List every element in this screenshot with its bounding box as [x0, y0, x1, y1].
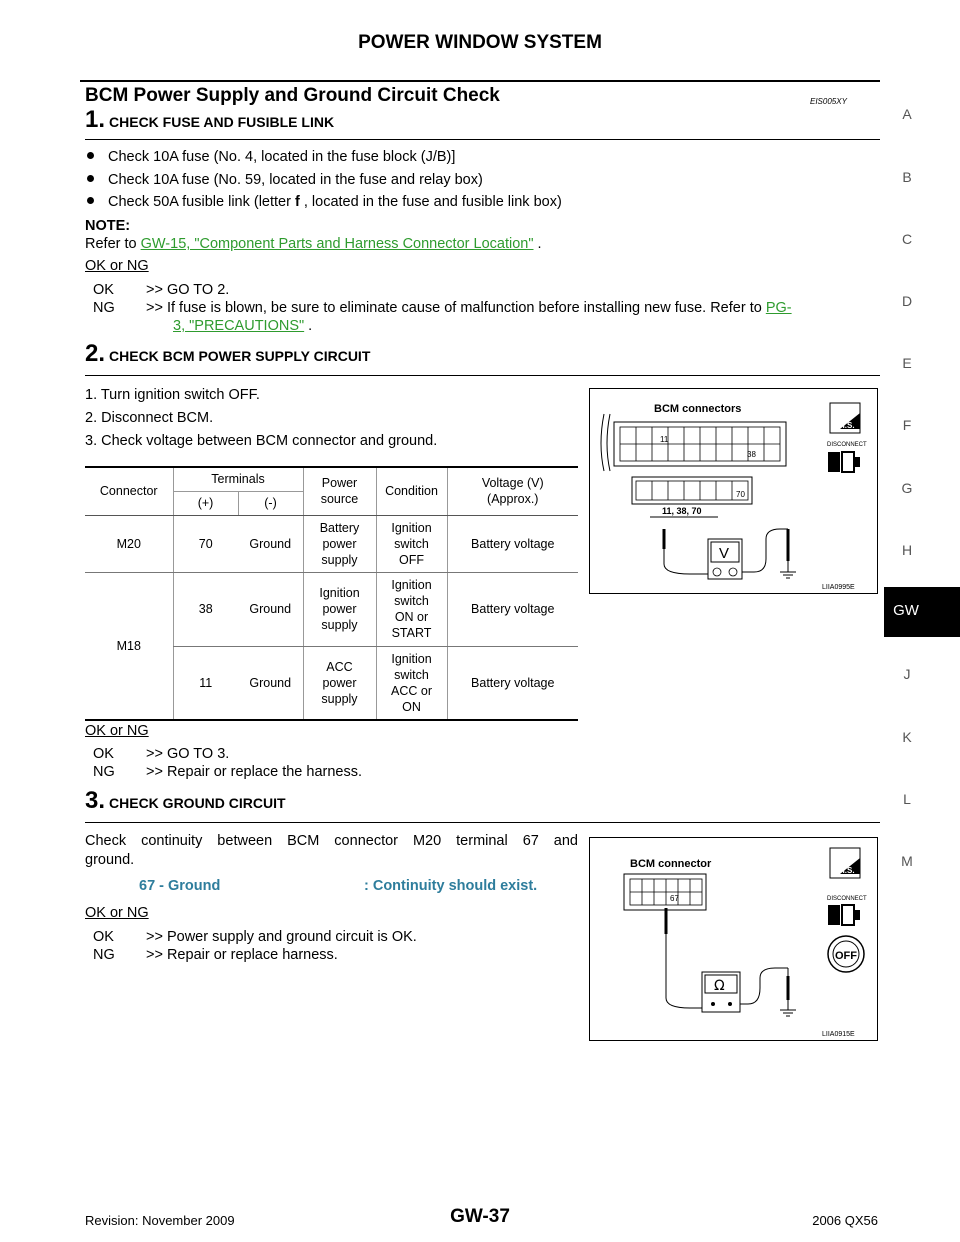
side-index-b[interactable]: B — [902, 169, 912, 185]
bullet-fuse-10a-no4: Check 10A fuse (No. 4, located in the fuse block (J/B)] — [87, 149, 455, 165]
side-index-k[interactable]: K — [902, 729, 912, 745]
side-index-l[interactable]: L — [903, 791, 911, 807]
step-2-instruction-2: 2. Disconnect BCM. — [85, 410, 214, 426]
svg-text:Ω: Ω — [714, 978, 725, 994]
step-1-title: CHECK FUSE AND FUSIBLE LINK — [109, 114, 335, 130]
step-3-ng-result: NG >> Repair or replace harness. — [93, 947, 338, 963]
bullet-fuse-10a-no59: Check 10A fuse (No. 59, located in the fuse and relay box) — [87, 172, 483, 188]
header-minus: (-) — [238, 491, 303, 515]
pin-label-67: 67 — [670, 894, 679, 903]
disconnect-label: DISCONNECT — [827, 442, 867, 448]
step-3-title: CHECK GROUND CIRCUIT — [109, 795, 286, 811]
section-title: BCM Power Supply and Ground Circuit Check — [85, 85, 500, 106]
header-terminals: Terminals — [173, 467, 303, 491]
step-2-ng-result: NG >> Repair or replace the harness. — [93, 764, 363, 780]
disconnect-connector-icon — [828, 905, 860, 925]
figure-bcm-connector-continuity — [589, 837, 878, 1041]
svg-text:H.S.: H.S. — [839, 421, 855, 430]
step-1-ok-or-ng: OK or NG — [85, 258, 149, 274]
step-1-ng-result-cont: 3, "PRECAUTIONS" . — [173, 318, 313, 334]
figure-bcm-connectors-voltage — [589, 388, 878, 594]
table-row: 11 Ground ACC power supply Ignition switch ACC or ON Battery voltage — [85, 646, 578, 720]
step-3-rule — [85, 822, 880, 823]
link-pg3-precautions-b[interactable]: 3, "PRECAUTIONS" — [173, 318, 305, 334]
side-index-j[interactable]: J — [903, 666, 911, 682]
step-2-instruction-1: 1. Turn ignition switch OFF. — [85, 387, 260, 403]
pin-label-11: 11 — [660, 435, 669, 444]
step-3-ok-result: OK >> Power supply and ground circuit is OK. — [93, 929, 417, 945]
header-power-source: Power source — [303, 467, 376, 515]
link-pg3-precautions-a[interactable]: PG- — [765, 300, 792, 316]
step-2-rule — [85, 375, 880, 376]
step-1-rule — [85, 139, 880, 140]
section-code: EIS005XY — [810, 97, 847, 106]
footer-revision: Revision: November 2009 — [85, 1213, 235, 1228]
bullet-dot-icon — [87, 175, 94, 182]
header-rule — [80, 80, 880, 82]
side-index-f[interactable]: F — [902, 417, 912, 433]
step-2-heading — [85, 340, 370, 368]
header-connector: Connector — [85, 467, 173, 515]
step-2-number: 2. — [85, 340, 106, 367]
header-condition: Condition — [376, 467, 447, 515]
bcm-connector-diagram — [590, 838, 877, 1040]
svg-text:OFF: OFF — [835, 950, 857, 962]
step-1-ng-result: NG >> If fuse is blown, be sure to eliminate cause of malfunction before installing new fuse. Refer to PG- — [93, 300, 792, 316]
side-index-a[interactable]: A — [902, 106, 912, 122]
note-text: Refer to GW-15, "Component Parts and Harness Connector Location" . — [85, 236, 542, 252]
table-row: M20 70 Ground Battery power supply Ignition switch OFF Battery voltage — [85, 515, 578, 572]
pin-label-38: 38 — [747, 450, 756, 459]
side-index-e[interactable]: E — [902, 355, 912, 371]
page-header-title: POWER WINDOW SYSTEM — [358, 32, 602, 53]
step-3-heading — [85, 787, 286, 815]
bullet-dot-icon — [87, 152, 94, 159]
step-2-ok-result: OK >> GO TO 3. — [93, 746, 230, 762]
header-plus: (+) — [173, 491, 238, 515]
figure-1-code: LIIA0995E — [822, 584, 855, 591]
side-index-d[interactable]: D — [901, 293, 913, 309]
figure-1-title: BCM connectors — [654, 403, 742, 415]
svg-text:H.S.: H.S. — [839, 866, 855, 875]
step-2-title: CHECK BCM POWER SUPPLY CIRCUIT — [109, 348, 371, 364]
disconnect-connector-icon — [828, 452, 860, 472]
side-index-m[interactable]: M — [901, 853, 913, 869]
link-gw15-component-parts[interactable]: GW-15, "Component Parts and Harness Connector Location" — [140, 236, 534, 252]
step-2-instruction-3: 3. Check voltage between BCM connector and ground. — [85, 433, 438, 449]
voltage-check-table — [85, 466, 578, 721]
bullet-dot-icon — [87, 197, 94, 204]
side-index-c[interactable]: C — [901, 231, 913, 247]
step-1-ok-result: OK >> GO TO 2. — [93, 282, 230, 298]
figure-2-title: BCM connector — [630, 858, 712, 870]
table-row: M18 38 Ground Ignition power supply Ignition switch ON or START Battery voltage — [85, 572, 578, 646]
step-3-instruction-line-1: Check continuity between BCM connector M20 terminal 67 and — [85, 833, 578, 849]
svg-text:V: V — [719, 545, 730, 562]
pins-callout: 11, 38, 70 — [662, 506, 702, 516]
ignition-off-icon — [828, 936, 864, 972]
step-1-number: 1. — [85, 106, 106, 133]
step-3-ok-or-ng: OK or NG — [85, 905, 149, 921]
note-label: NOTE: — [85, 218, 131, 234]
spec-terminal: 67 - Ground — [139, 878, 221, 894]
footer-page-number: GW-37 — [450, 1206, 510, 1227]
pin-label-70: 70 — [736, 490, 745, 499]
side-index-g[interactable]: G — [901, 480, 913, 496]
step-3-number: 3. — [85, 787, 106, 814]
spec-result: : Continuity should exist. — [364, 878, 538, 894]
header-voltage: Voltage (V) (Approx.) — [447, 467, 578, 515]
bullet-fusible-link-50a: Check 50A fusible link (letter f , located in the fuse and fusible link box) — [87, 194, 562, 210]
figure-2-code: LIIA0915E — [822, 1031, 855, 1038]
footer-model: 2006 QX56 — [812, 1213, 878, 1228]
step-3-instruction-line-2: ground. — [85, 852, 135, 868]
step-1-heading — [85, 106, 334, 134]
disconnect-label: DISCONNECT — [827, 896, 867, 902]
side-index-gw-active[interactable]: GW — [884, 587, 960, 637]
side-index-h[interactable]: H — [901, 542, 913, 558]
bcm-connectors-diagram — [590, 389, 877, 593]
step-2-ok-or-ng: OK or NG — [85, 723, 149, 739]
